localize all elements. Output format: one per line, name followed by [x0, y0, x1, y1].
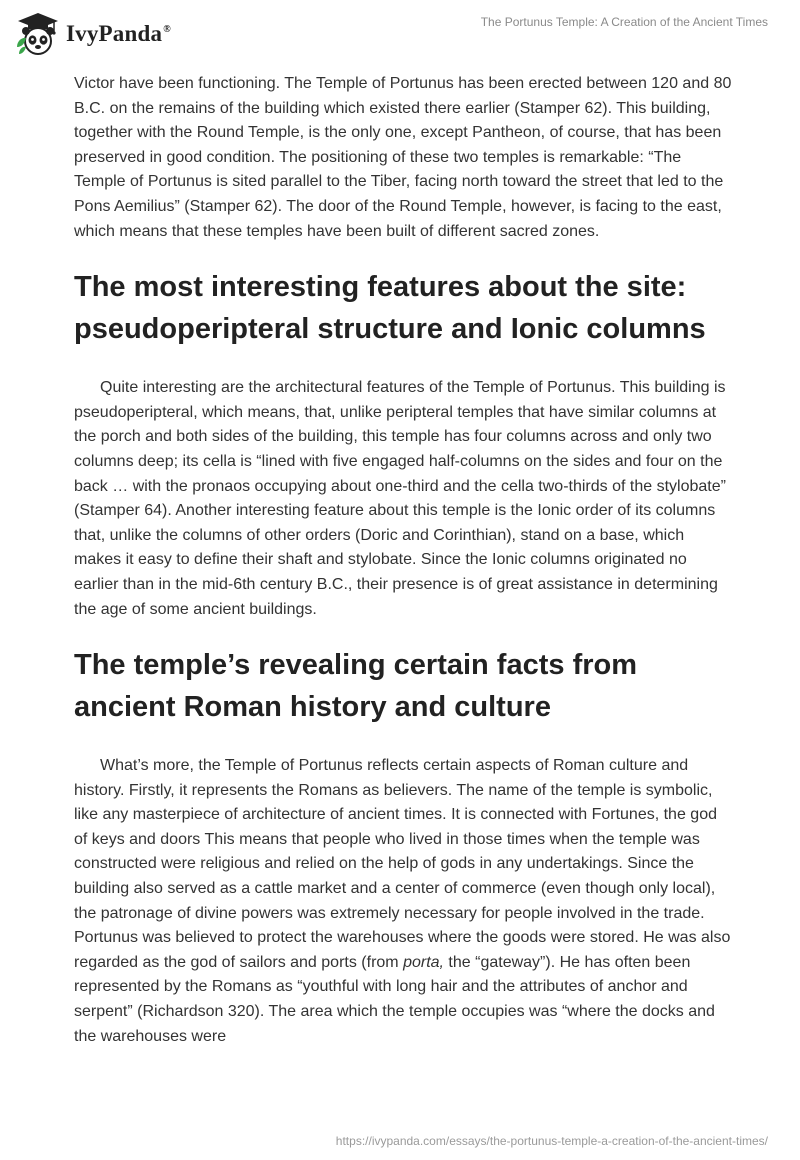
essay-content: [74, 72, 734, 1049]
page-header: [0, 0, 800, 70]
section-heading-features: The most interesting features about the site: pseudoperipteral structure and Ionic columns: [74, 271, 706, 346]
paragraph-3-text-b: the “gateway”). He has often been represented by the Romans as “youthful with long hair and the attributes of anchor and serpent” (Richardson 320). The area which the temple occupies was “where the docks and the warehouses were: [74, 953, 715, 1045]
brand-name: IvyPanda®: [66, 21, 171, 46]
document-title: The Portunus Temple: A Creation of the Ancient Times: [480, 15, 768, 29]
footer-url[interactable]: https://ivypanda.com/essays/the-portunus-temple-a-creation-of-the-ancient-times/: [335, 1134, 768, 1148]
ivypanda-logo[interactable]: [14, 10, 171, 58]
paragraph-1: Victor have been functioning. The Temple of Portunus has been erected between 120 and 80 B.C. on the remains of the building which existed there earlier (Stamper 62). This building, together with the Round Temple, is the only one, except Pantheon, of course, that has been preserved in good condition. The positioning of these two temples is remarkable: “The Temple of Portunus is sited parallel to the Tiber, facing north toward the street that led to the Pons Aemilius” (Stamper 62). The door of the Round Temple, however, is facing to the east, which means that these temples have been built of different sacred zones.: [74, 75, 732, 240]
paragraph-3-text-a: What’s more, the Temple of Portunus reflects certain aspects of Roman culture and history. Firstly, it represents the Romans as believers. The name of the temple is symbolic, like any masterpiece of architecture of ancient times. It is connected with Fortunes, the god of keys and doors This means that people who lived in those times when the temple was constructed were religious and relied on the help of gods in any undertakings. Since the building also served as a cattle market and a center of commerce (even though only local), the patronage of divine powers was extremely necessary for people involved in the trade. Portunus was believed to protect the warehouses where the goods were stored. He was also regarded as the god of sailors and ports (from: [74, 757, 731, 971]
panda-logo-icon: [14, 10, 62, 58]
paragraph-3-italic: porta,: [403, 953, 444, 971]
paragraph-2: Quite interesting are the architectural features of the Temple of Portunus. This building is pseudoperipteral, which means, that, unlike peripteral temples that have similar columns at the porch and both sides of the building, this temple has four columns across and only two columns deep; its cella is “lined with five engaged half-columns on the sides and four on the back … with the pronaos occupying about one-third and the cella two-thirds of the stylobate” (Stamper 64). Another interesting feature about this temple is the Ionic order of its columns that, unlike the columns of other orders (Doric and Corinthian), stand on a base, which makes it easy to define their shaft and stylobate. Since the Ionic columns originated no earlier than in the mid-6th century B.C., their presence is of great assistance in determining the age of some ancient buildings.: [74, 379, 726, 618]
paragraph-3: [74, 754, 734, 1049]
section-heading-history: The temple’s revealing certain facts from ancient Roman history and culture: [74, 649, 638, 724]
